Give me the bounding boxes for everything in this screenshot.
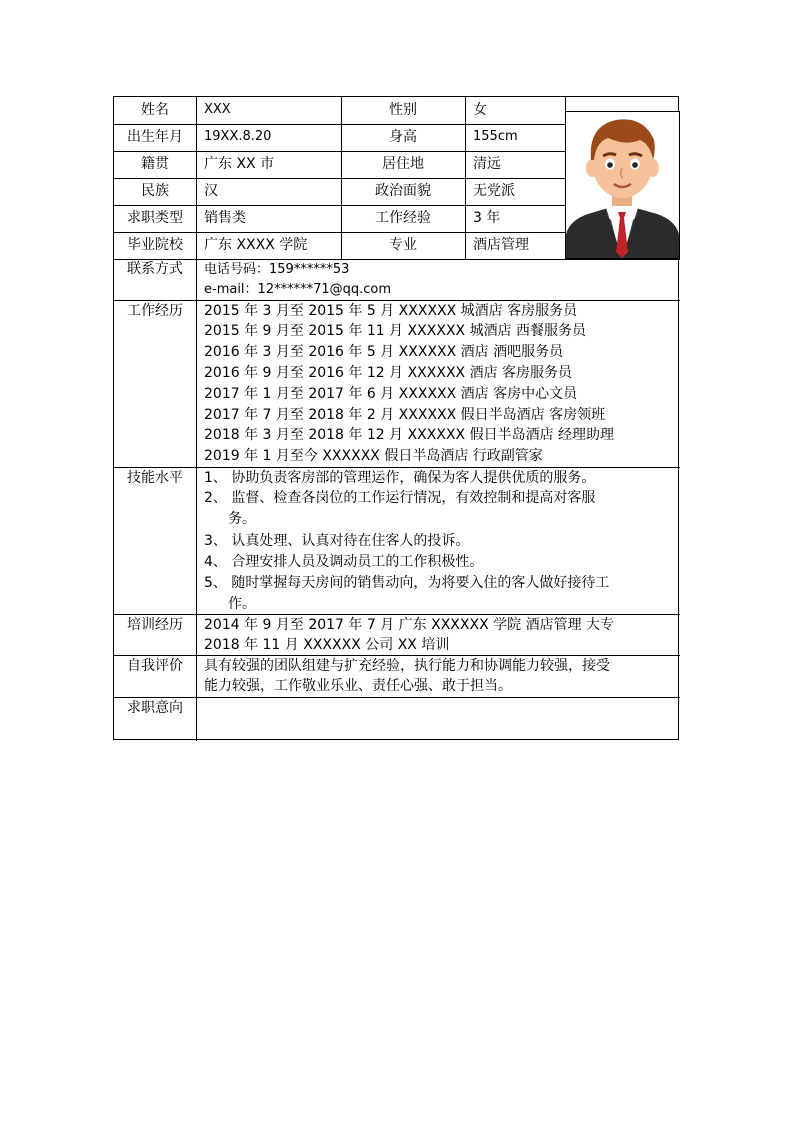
contact-label: 联系方式	[127, 261, 183, 277]
training-item: 2014 年 9 月至 2017 年 7 月 广东 XXXXXX 学院 酒店管理 大专	[204, 617, 615, 633]
work-experience-label: 工作经验	[375, 210, 431, 226]
row-divider	[114, 259, 680, 260]
work-item: 2015 年 9 月至 2015 年 11 月 XXXXXX 城酒店 西餐服务员	[204, 323, 587, 339]
height-value: 155cm	[473, 129, 518, 144]
job-type-label: 求职类型	[127, 210, 183, 226]
height-label: 身高	[389, 129, 417, 145]
skill-item: 4、 合理安排人员及调动员工的工作积极性。	[204, 554, 484, 570]
name-value: XXX	[204, 102, 231, 117]
ethnicity-label: 民族	[141, 183, 169, 199]
phone-value: 电话号码：159******53	[204, 262, 350, 277]
school-value: 广东 XXXX 学院	[204, 237, 308, 253]
training-item: 2018 年 11 月 XXXXXX 公司 XX 培训	[204, 637, 450, 653]
row-divider	[114, 151, 565, 152]
work-item: 2016 年 3 月至 2016 年 5 月 XXXXXX 酒店 酒吧服务员	[204, 344, 564, 360]
work-experience-value: 3 年	[473, 210, 501, 226]
name-label: 姓名	[141, 102, 169, 118]
skill-item: 3、 认真处理、认真对待在住客人的投诉。	[204, 533, 470, 549]
row-divider	[114, 178, 565, 179]
column-divider	[465, 97, 466, 259]
native-place-value: 广东 XX 市	[204, 156, 275, 172]
work-item: 2018 年 3 月至 2018 年 12 月 XXXXXX 假日半岛酒店 经理助理	[204, 427, 615, 443]
training-label: 培训经历	[127, 617, 183, 633]
political-status-value: 无党派	[473, 183, 515, 199]
birth-value: 19XX.8.20	[204, 129, 272, 144]
work-item: 2017 年 7 月至 2018 年 2 月 XXXXXX 假日半岛酒店 客房领班	[204, 407, 606, 423]
birth-label: 出生年月	[127, 129, 183, 145]
ethnicity-value: 汉	[204, 183, 218, 199]
major-value: 酒店管理	[473, 237, 529, 253]
skill-item-continued: 务。	[228, 511, 256, 527]
residence-value: 清远	[473, 156, 501, 172]
profile-photo	[565, 111, 680, 259]
school-label: 毕业院校	[127, 237, 183, 253]
work-item: 2017 年 1 月至 2017 年 6 月 XXXXXX 酒店 客房中心文员	[204, 386, 578, 402]
gender-label: 性别	[389, 102, 417, 118]
row-divider	[114, 124, 565, 125]
column-divider	[196, 97, 197, 741]
major-label: 专业	[389, 237, 417, 253]
avatar-man-in-suit-icon	[566, 112, 679, 258]
skill-item: 2、 监督、检查各岗位的工作运行情况，有效控制和提高对客服	[204, 490, 596, 506]
work-history-label: 工作经历	[127, 303, 183, 319]
job-type-value: 销售类	[204, 210, 246, 226]
job-intention-label: 求职意向	[127, 700, 183, 716]
row-divider	[114, 697, 680, 698]
resume-table	[113, 96, 679, 740]
work-item: 2015 年 3 月至 2015 年 5 月 XXXXXX 城酒店 客房服务员	[204, 303, 578, 319]
skill-item: 5、 随时掌握每天房间的销售动向，为将要入住的客人做好接待工	[204, 575, 610, 591]
row-divider	[114, 205, 565, 206]
gender-value: 女	[473, 102, 487, 118]
self-evaluation-text: 能力较强，工作敬业乐业、责任心强、敢于担当。	[204, 678, 512, 694]
work-item: 2019 年 1 月至今 XXXXXX 假日半岛酒店 行政副管家	[204, 448, 543, 464]
residence-label: 居住地	[382, 156, 424, 172]
row-divider	[114, 232, 565, 233]
self-evaluation-text: 具有较强的团队组建与扩充经验，执行能力和协调能力较强，接受	[204, 658, 610, 674]
email-value: e-mail：12******71@qq.com	[204, 282, 392, 297]
native-place-label: 籍贯	[141, 156, 169, 172]
self-evaluation-label: 自我评价	[127, 658, 183, 674]
skill-item: 1、 协助负责客房部的管理运作，确保为客人提供优质的服务。	[204, 470, 596, 486]
skills-label: 技能水平	[127, 470, 183, 486]
skill-item-continued: 作。	[228, 596, 256, 612]
political-status-label: 政治面貌	[375, 183, 431, 199]
work-item: 2016 年 9 月至 2016 年 12 月 XXXXXX 酒店 客房服务员	[204, 365, 573, 381]
